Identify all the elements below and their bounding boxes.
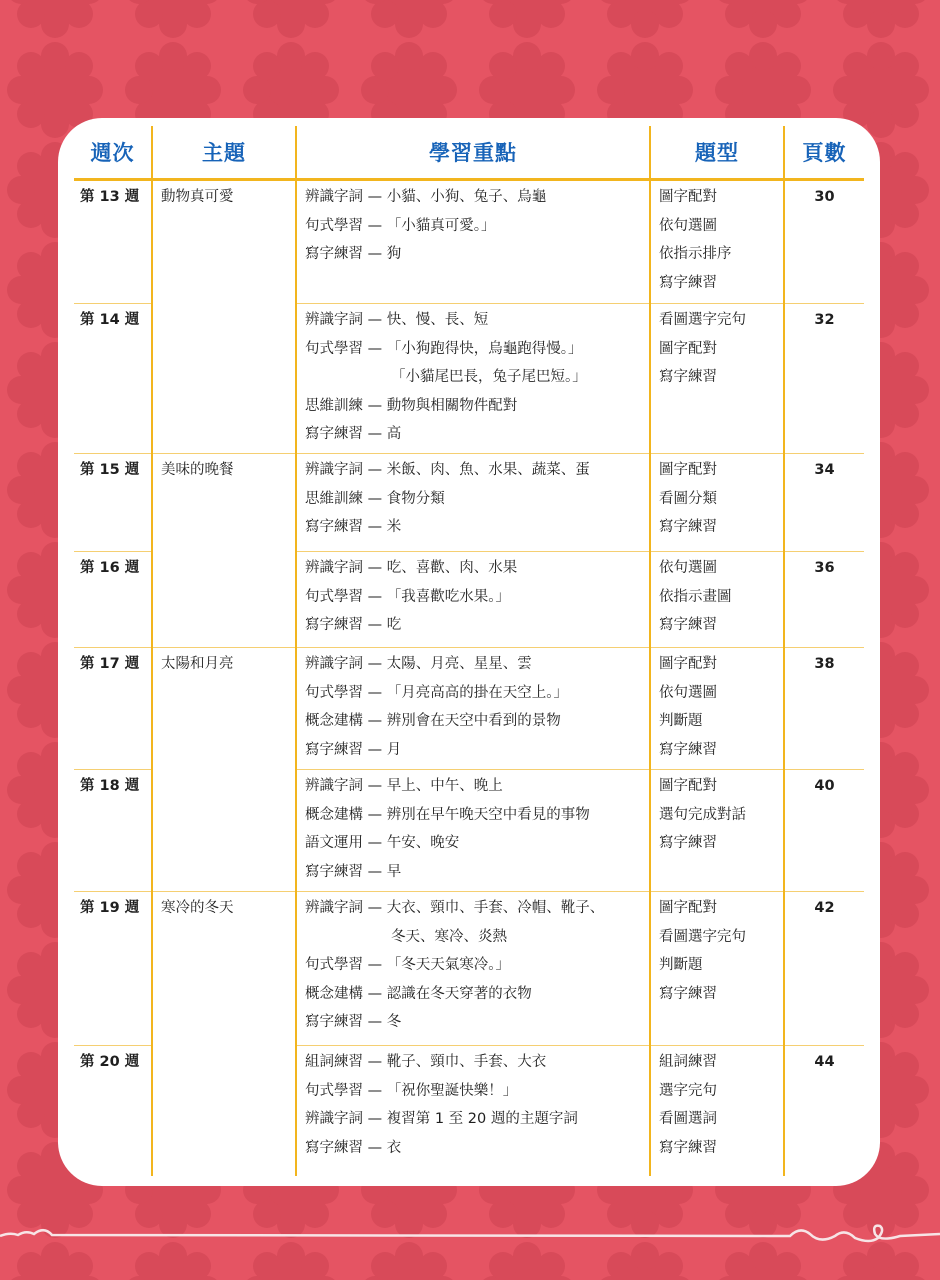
question-type-item: 圖字配對 (659, 656, 717, 672)
learning-focus-line: 寫字練習 — 狗 (305, 246, 402, 262)
learning-focus-cell (296, 552, 650, 648)
learning-focus-line: 思維訓練 — 食物分類 (305, 490, 445, 507)
learning-focus-line: 辨識字詞 — 太陽、月亮、星星、雲 (305, 656, 532, 672)
learning-focus-line: 辨識字詞 — 快、慢、長、短 (305, 312, 489, 328)
question-type-item: 看圖選字完句 (659, 928, 746, 945)
learning-focus-line: 概念建構 — 認識在冬天穿著的衣物 (305, 985, 532, 1002)
learning-focus-line: 句式學習 — 「小狗跑得快，烏龜跑得慢。」 (305, 340, 583, 357)
week-cell: 第 17 週 (74, 648, 152, 770)
question-type-cell (650, 892, 784, 1046)
question-type-item: 圖字配對 (659, 189, 717, 205)
learning-focus-line: 思維訓練 — 動物與相關物件配對 (305, 397, 518, 414)
question-type-item: 寫字練習 (659, 274, 717, 291)
question-type-item: 寫字練習 (659, 741, 717, 758)
page-number-cell: 34 (784, 454, 864, 552)
page-number-cell: 44 (784, 1046, 864, 1176)
learning-focus-line: 組詞練習 — 靴子、頸巾、手套、大衣 (305, 1054, 547, 1070)
learning-focus-line: 句式學習 — 「小貓真可愛。」 (305, 217, 496, 234)
question-type-item: 寫字練習 (659, 369, 717, 385)
question-type-item: 看圖選字完句 (659, 312, 746, 328)
page-number-cell: 38 (784, 648, 864, 770)
learning-focus-line: 「小貓尾巴長，兔子尾巴短。」 (391, 369, 587, 385)
page-number-cell: 36 (784, 552, 864, 648)
question-type-cell (650, 180, 784, 304)
header-page: 頁數 (784, 126, 864, 180)
learning-focus-line: 寫字練習 — 早 (305, 863, 402, 880)
week-cell: 第 19 週 (74, 892, 152, 1046)
question-type-item: 依指示畫圖 (659, 588, 732, 605)
week-cell: 第 18 週 (74, 770, 152, 892)
learning-focus-line: 辨識字詞 — 吃、喜歡、肉、水果 (305, 560, 518, 576)
question-type-item: 寫字練習 (659, 617, 717, 633)
question-type-cell (650, 648, 784, 770)
learning-focus-cell (296, 648, 650, 770)
curriculum-card (58, 118, 880, 1186)
page-number-cell: 30 (784, 180, 864, 304)
question-type-item: 寫字練習 (659, 519, 717, 535)
question-type-item: 寫字練習 (659, 1139, 717, 1156)
table-row (74, 648, 864, 770)
table-row (74, 892, 864, 1046)
learning-focus-line: 概念建構 — 辨別在早午晚天空中看見的事物 (305, 806, 590, 823)
learning-focus-line: 句式學習 — 「冬天天氣寒冷。」 (305, 957, 510, 973)
wavy-string-decoration (0, 1220, 940, 1250)
learning-focus-line: 冬天、寒冷、炎熱 (391, 928, 507, 945)
header-learning-focus: 學習重點 (296, 126, 650, 180)
question-type-cell (650, 770, 784, 892)
question-type-item: 寫字練習 (659, 835, 717, 851)
week-cell: 第 16 週 (74, 552, 152, 648)
question-type-item: 判斷題 (659, 713, 703, 729)
learning-focus-line: 句式學習 — 「月亮高高的掛在天空上。」 (305, 684, 568, 701)
question-type-item: 選字完句 (659, 1082, 717, 1099)
header-week: 週次 (74, 126, 152, 180)
learning-focus-line: 辨識字詞 — 複習第 1 至 20 週的主題字詞 (305, 1111, 578, 1127)
question-type-item: 組詞練習 (659, 1054, 717, 1070)
question-type-item: 依指示排序 (659, 246, 732, 262)
learning-focus-line: 辨識字詞 — 米飯、肉、魚、水果、蔬菜、蛋 (305, 462, 590, 478)
theme-cell: 美味的晚餐 (152, 454, 296, 648)
theme-cell: 動物真可愛 (152, 180, 296, 454)
learning-focus-line: 寫字練習 — 月 (305, 741, 402, 758)
table-row (74, 454, 864, 552)
question-type-cell (650, 304, 784, 454)
question-type-cell (650, 454, 784, 552)
question-type-item: 看圖選詞 (659, 1111, 717, 1127)
question-type-item: 依句選圖 (659, 560, 717, 576)
question-type-item: 圖字配對 (659, 778, 717, 794)
question-type-item: 圖字配對 (659, 340, 717, 357)
learning-focus-line: 寫字練習 — 米 (305, 519, 402, 535)
learning-focus-cell (296, 454, 650, 552)
question-type-item: 看圖分類 (659, 490, 717, 507)
table-header-row (74, 126, 864, 180)
week-cell: 第 14 週 (74, 304, 152, 454)
learning-focus-cell (296, 304, 650, 454)
question-type-item: 圖字配對 (659, 900, 717, 916)
question-type-item: 圖字配對 (659, 462, 717, 478)
learning-focus-line: 辨識字詞 — 小貓、小狗、兔子、烏龜 (305, 189, 547, 205)
learning-focus-cell (296, 892, 650, 1046)
question-type-item: 選句完成對話 (659, 806, 746, 823)
learning-focus-line: 辨識字詞 — 早上、中午、晚上 (305, 778, 503, 794)
learning-focus-line: 辨識字詞 — 大衣、頸巾、手套、冷帽、靴子、 (305, 900, 605, 916)
question-type-item: 依句選圖 (659, 684, 717, 701)
question-type-cell (650, 552, 784, 648)
learning-focus-cell (296, 1046, 650, 1176)
table-row (74, 180, 864, 304)
learning-focus-line: 寫字練習 — 吃 (305, 617, 402, 633)
learning-focus-line: 句式學習 — 「祝你聖誕快樂！」 (305, 1082, 518, 1099)
learning-focus-line: 寫字練習 — 高 (305, 426, 402, 442)
learning-focus-line: 寫字練習 — 冬 (305, 1014, 402, 1030)
page-number-cell: 42 (784, 892, 864, 1046)
header-question-type: 題型 (650, 126, 784, 180)
header-theme: 主題 (152, 126, 296, 180)
week-cell: 第 15 週 (74, 454, 152, 552)
question-type-item: 依句選圖 (659, 217, 717, 234)
learning-focus-line: 寫字練習 — 衣 (305, 1139, 402, 1156)
week-cell: 第 13 週 (74, 180, 152, 304)
learning-focus-line: 概念建構 — 辨別會在天空中看到的景物 (305, 713, 561, 729)
question-type-cell (650, 1046, 784, 1176)
page-number-cell: 32 (784, 304, 864, 454)
curriculum-table (74, 126, 864, 1176)
theme-cell: 太陽和月亮 (152, 648, 296, 892)
week-cell: 第 20 週 (74, 1046, 152, 1176)
question-type-item: 寫字練習 (659, 985, 717, 1002)
learning-focus-line: 句式學習 — 「我喜歡吃水果。」 (305, 588, 510, 605)
page-number-cell: 40 (784, 770, 864, 892)
learning-focus-line: 語文運用 — 午安、晚安 (305, 835, 460, 851)
learning-focus-cell (296, 770, 650, 892)
question-type-item: 判斷題 (659, 957, 703, 973)
theme-cell: 寒冷的冬天 (152, 892, 296, 1176)
learning-focus-cell (296, 180, 650, 304)
